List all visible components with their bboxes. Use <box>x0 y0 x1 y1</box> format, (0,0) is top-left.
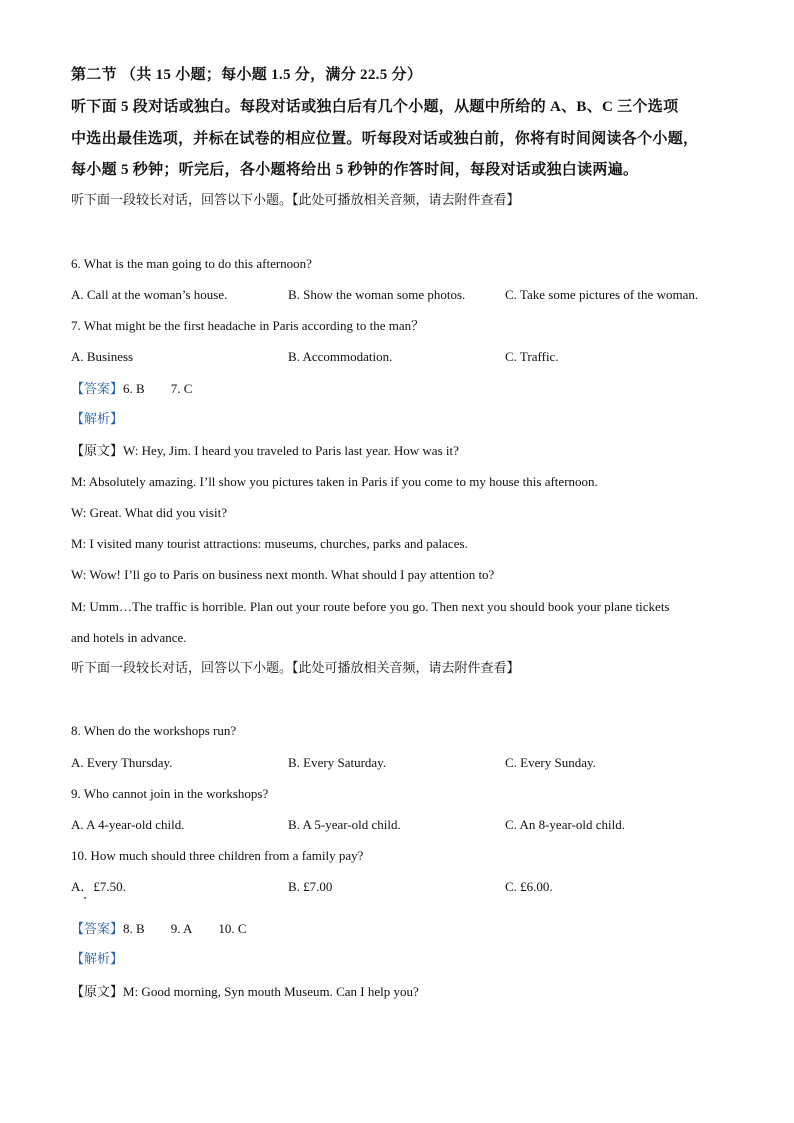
question-9: 9. Who cannot join in the workshops? <box>71 786 269 801</box>
instruction-line-1: 听下面 5 段对话或独白。每段对话或独白后有几个小题，从题中所给的 A、B、C 三个选项 <box>71 99 679 115</box>
q9-option-c: C. An 8-year-old child. <box>505 817 625 832</box>
instruction-line-3: 每小题 5 秒钟；听完后，各小题将给出 5 秒钟的作答时间，每段对话或独白读两遍。 <box>71 162 639 178</box>
q7-option-b: B. Accommodation. <box>288 349 393 364</box>
transcript-line-5: W: Wow! I’ll go to Paris on business next month. What should I pay attention to? <box>71 567 495 582</box>
transcript2-line-1 <box>71 983 419 1002</box>
q8-option-c: C. Every Sunday. <box>505 755 596 770</box>
transcript-line-2: M: Absolutely amazing. I’ll show you pictures taken in Paris if you come to my house this afternoon. <box>71 474 598 489</box>
dialogue2-intro: 听下面一段较长对话，回答以下小题。【此处可播放相关音频，请去附件查看】 <box>71 661 520 676</box>
transcript-text: W: Hey, Jim. I heard you traveled to Paris last year. How was it? <box>123 443 459 458</box>
answer-10: 10. C <box>218 921 247 936</box>
transcript-line-3: W: Great. What did you visit? <box>71 505 227 520</box>
q10-option-a: A．£7.50. <box>71 879 126 894</box>
transcript-line-4: M: I visited many tourist attractions: museums, churches, parks and palaces. <box>71 536 468 551</box>
stray-dot <box>84 897 86 899</box>
q8-option-b: B. Every Saturday. <box>288 755 387 770</box>
answer-7: 7. C <box>170 381 193 396</box>
original-tag: 【原文】 <box>71 985 124 1000</box>
q9-option-a: A. A 4-year-old child. <box>71 817 185 832</box>
dialogue1-intro: 听下面一段较长对话，回答以下小题。【此处可播放相关音频，请去附件查看】 <box>71 193 520 208</box>
transcript-line-6: M: Umm…The traffic is horrible. Plan out your route before you go. Then next you should book your plane tickets <box>71 599 670 614</box>
answer-row-2 <box>71 920 247 939</box>
transcript-line-7: and hotels in advance. <box>71 630 187 645</box>
q6-option-a: A. Call at the woman’s house. <box>71 287 228 302</box>
q10-option-b: B. £7.00 <box>288 879 333 894</box>
q6-option-c: C. Take some pictures of the woman. <box>505 287 699 302</box>
q7-option-c: C. Traffic. <box>505 349 559 364</box>
q6-option-b: B. Show the woman some photos. <box>288 287 466 302</box>
original-tag: 【原文】 <box>71 444 124 459</box>
answer-tag: 【答案】 <box>71 922 124 937</box>
answer-8: 8. B <box>123 921 145 936</box>
answer-row-1 <box>71 380 192 399</box>
q10-option-c: C. £6.00. <box>505 879 553 894</box>
answer-6: 6. B <box>123 381 145 396</box>
analysis-tag-2: 【解析】 <box>71 952 124 967</box>
analysis-tag-1: 【解析】 <box>71 412 124 427</box>
q9-option-b: B. A 5-year-old child. <box>288 817 401 832</box>
question-10: 10. How much should three children from a family pay? <box>71 848 364 863</box>
transcript-line-1 <box>71 442 459 461</box>
answer-tag: 【答案】 <box>71 382 124 397</box>
section-heading: 第二节 （共 15 小题；每小题 1.5 分，满分 22.5 分） <box>71 67 423 83</box>
q7-option-a: A. Business <box>71 349 134 364</box>
question-8: 8. When do the workshops run? <box>71 723 237 738</box>
transcript-text: M: Good morning, Syn mouth Museum. Can I help you? <box>123 984 419 999</box>
instruction-line-2: 中选出最佳选项，并标在试卷的相应位置。听每段对话或独白前，你将有时间阅读各个小题， <box>71 131 699 147</box>
question-7: 7. What might be the first headache in Paris according to the man？ <box>71 318 425 333</box>
q8-option-a: A. Every Thursday. <box>71 755 173 770</box>
answer-9: 9. A <box>170 921 193 936</box>
question-6: 6. What is the man going to do this afternoon? <box>71 256 312 271</box>
